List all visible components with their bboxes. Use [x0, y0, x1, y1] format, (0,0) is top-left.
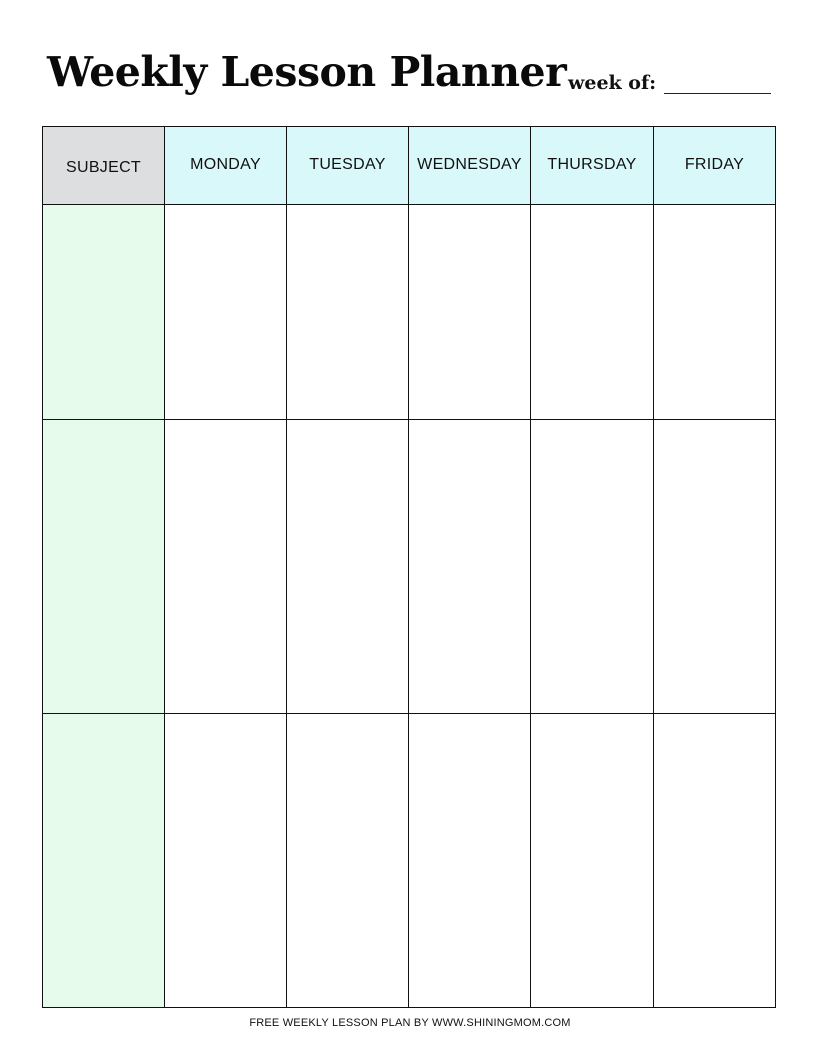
lesson-cell-tuesday-row-3[interactable] [287, 714, 409, 1007]
lesson-cell-thursday-row-3[interactable] [531, 714, 654, 1007]
subject-header-label: SUBJECT [66, 158, 141, 176]
lesson-cell-monday-row-1[interactable] [165, 205, 287, 420]
day-header-label: FRIDAY [684, 155, 745, 173]
day-header-label: TUESDAY [309, 155, 386, 173]
week-of-label: week of: [568, 72, 657, 94]
lesson-cell-monday-row-2[interactable] [165, 420, 287, 714]
day-header-label: THURSDAY [547, 155, 637, 173]
lesson-cell-thursday-row-2[interactable] [531, 420, 654, 714]
day-header-label: MONDAY [190, 155, 261, 173]
day-header-monday [165, 127, 287, 205]
lesson-cell-friday-row-2[interactable] [654, 420, 775, 714]
lesson-cell-friday-row-1[interactable] [654, 205, 775, 420]
lesson-cell-thursday-row-1[interactable] [531, 205, 654, 420]
subject-cell-row-1[interactable] [43, 205, 165, 420]
subject-column-header [43, 127, 165, 205]
day-header-wednesday [409, 127, 531, 205]
week-of-field[interactable] [664, 93, 771, 94]
day-header-thursday [531, 127, 654, 205]
lesson-cell-friday-row-3[interactable] [654, 714, 775, 1007]
footer-credit: FREE WEEKLY LESSON PLAN BY WWW.SHININGMOM.COM [249, 1017, 571, 1029]
subject-cell-row-2[interactable] [43, 420, 165, 714]
lesson-cell-wednesday-row-2[interactable] [409, 420, 531, 714]
day-header-label: WEDNESDAY [417, 155, 522, 173]
lesson-cell-wednesday-row-1[interactable] [409, 205, 531, 420]
day-header-friday [654, 127, 775, 205]
lesson-cell-wednesday-row-3[interactable] [409, 714, 531, 1007]
lesson-cell-monday-row-3[interactable] [165, 714, 287, 1007]
lesson-planner-table [42, 126, 776, 1008]
lesson-cell-tuesday-row-2[interactable] [287, 420, 409, 714]
lesson-cell-tuesday-row-1[interactable] [287, 205, 409, 420]
day-header-tuesday [287, 127, 409, 205]
subject-cell-row-3[interactable] [43, 714, 165, 1007]
page-title: Weekly Lesson Planner [47, 48, 567, 96]
